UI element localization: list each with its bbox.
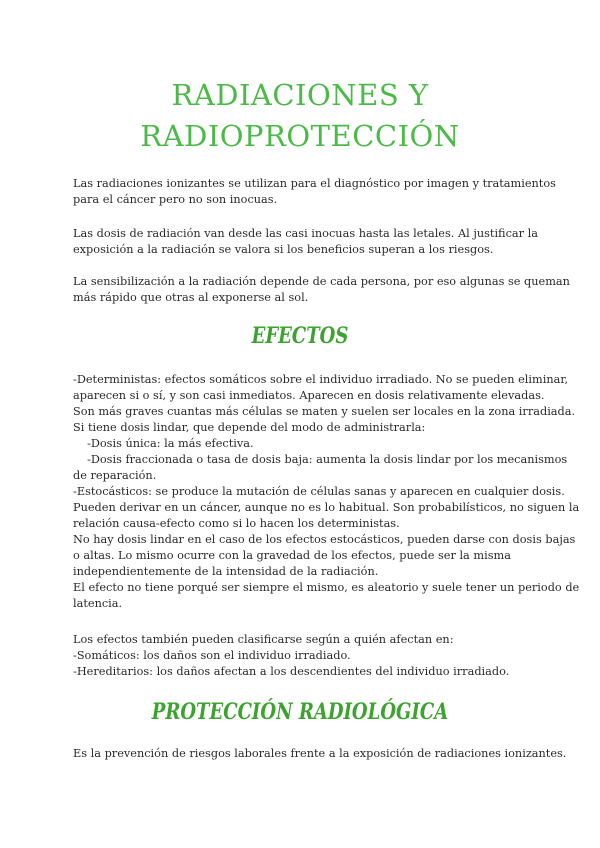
text-line: Las radiaciones ionizantes se utilizan para el diagnóstico por imagen y tratamientos (73, 177, 556, 190)
text-line: -Hereditarios: los daños afectan a los descendientes del individuo irradiado. (73, 665, 510, 678)
text-line: La sensibilización a la radiación depende de cada persona, por eso algunas se queman (73, 275, 570, 288)
text-line: Si tiene dosis lindar, que depende del modo de administrarla: (73, 421, 426, 434)
text-line: Los efectos también pueden clasificarse según a quién afectan en: (73, 633, 454, 646)
intro-paragraph-2 (73, 226, 538, 258)
intro-paragraph-3 (73, 274, 570, 306)
text-line: exposición a la radiación se valora si los beneficios superan a los riesgos. (73, 243, 494, 256)
section-heading-proteccion: PROTECCIÓN RADIOLÓGICA (151, 699, 449, 725)
text-line: Pueden derivar en un cáncer, aunque no es lo habitual. Son probabilísticos, no siguen la (73, 501, 580, 514)
text-line: para el cáncer pero no son inocuas. (73, 193, 278, 206)
text-line: más rápido que otras al exponerse al sol. (73, 291, 309, 304)
document-title-line-1: RADIACIONES Y (171, 78, 429, 112)
text-line: -Dosis única: la más efectiva. (87, 437, 254, 450)
text-line: No hay dosis lindar en el caso de los efectos estocásticos, pueden darse con dosis bajas (73, 533, 576, 546)
text-line: aparecen si o sí, y son casi inmediatos. Aparecen en dosis relativamente elevadas. (73, 389, 545, 402)
intro-paragraph-1 (73, 176, 556, 208)
text-line: de reparación. (73, 469, 157, 482)
text-line: Son más graves cuantas más células se maten y suelen ser locales en la zona irradiada. (73, 405, 576, 418)
efectos-body (73, 372, 580, 612)
text-line: El efecto no tiene porqué ser siempre el mismo, es aleatorio y suele tener un periodo de (73, 581, 580, 594)
text-line: independientemente de la intensidad de la radiación. (73, 565, 379, 578)
text-line: -Dosis fraccionada o tasa de dosis baja: aumenta la dosis lindar por los mecanismos (87, 453, 568, 466)
text-line: latencia. (73, 597, 123, 610)
efectos-classification (73, 632, 533, 680)
document-title-line-2: RADIOPROTECCIÓN (140, 119, 460, 153)
text-line: relación causa-efecto como si lo hacen los deterministas. (73, 517, 400, 530)
text-line: -Deterministas: efectos somáticos sobre el individuo irradiado. No se pueden eliminar, (73, 373, 569, 386)
text-line: -Somáticos: los daños son el individuo irradiado. (73, 649, 351, 662)
text-line: o altas. Lo mismo ocurre con la gravedad de los efectos, puede ser la misma (73, 549, 511, 562)
proteccion-body (73, 746, 567, 762)
text-line: Es la prevención de riesgos laborales frente a la exposición de radiaciones ionizantes. (73, 747, 567, 760)
section-heading-efectos: EFECTOS (251, 323, 349, 349)
text-line: Las dosis de radiación van desde las casi inocuas hasta las letales. Al justificar la (73, 227, 538, 240)
text-line: -Estocásticos: se produce la mutación de células sanas y aparecen en cualquier dosis. (73, 485, 565, 498)
